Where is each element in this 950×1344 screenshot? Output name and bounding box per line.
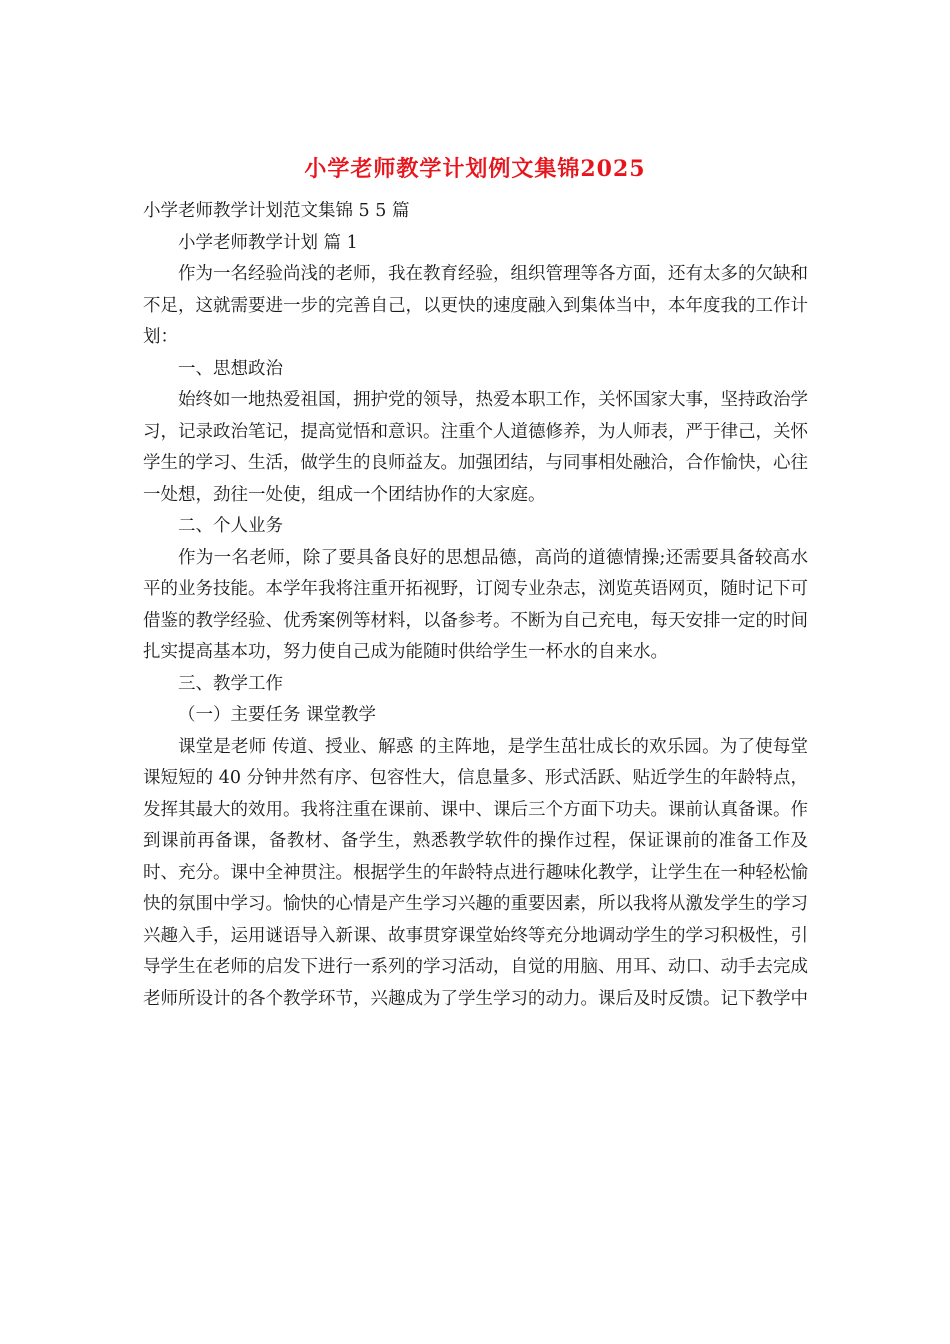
paragraph: 作为一名经验尚浅的老师，我在教育经验，组织管理等各方面，还有太多的欠缺和不足，这就需要进一步的完善自己，以更快的速度融入到集体当中，本年度我的工作计划： — [143, 264, 808, 347]
paragraph: 始终如一地热爱祖国，拥护党的领导，热爱本职工作，关怀国家大事，坚持政治学习，记录政治笔记，提高觉悟和意识。注重个人道德修养，为人师表，严于律己，关怀学生的学习、生活，做学生的良师益友。加强团结，与同事相处融洽，合作愉快，心往一处想，劲往一处使，组成一个团结协作的大家庭。 — [143, 390, 808, 505]
document-title: 小学老师教学计划例文集锦2025 — [304, 156, 646, 182]
document-body — [143, 196, 808, 1015]
subsection-heading: （一）主要任务 课堂教学 — [178, 705, 377, 725]
section-heading: 小学老师教学计划 篇 1 — [178, 232, 358, 253]
section-heading: 一、思想政治 — [178, 358, 283, 379]
document-subtitle: 小学老师教学计划范文集锦 5 5 篇 — [143, 201, 410, 221]
paragraph: 课堂是老师 传道、授业、解惑 的主阵地，是学生茁壮成长的欢乐园。为了使每堂课短短的 40 分钟井然有序、包容性大，信息量多、形式活跃、贴近学生的年龄特点，发挥其最大的效用。我将注重在课前、课中、课后三个方面下功夫。课前认真备课。作到课前再备课，备教材、备学生，熟悉教学软件的操作过程，保证课前的准备工作及时、充分。课中全神贯注。根据学生的年龄特点进行趣味化教学，让学生在一种轻松愉快的氛围中学习。愉快的心情是产生学习兴趣的重要因素，所以我将从激发学生的学习兴趣入手，运用谜语导入新课、故事贯穿课堂始终等充分地调动学生的学习积极性，引导学生在老师的启发下进行一系列的学习活动，自觉的用脑、用耳、动口、动手去完成老师所设计的各个教学环节，兴趣成为了学生学习的动力。课后及时反馈。记下教学中 — [143, 736, 808, 1009]
section-heading: 二、个人业务 — [178, 516, 283, 536]
section-heading: 三、教学工作 — [178, 673, 283, 694]
paragraph: 作为一名老师，除了要具备良好的思想品德，高尚的道德情操;还需要具备较高水平的业务技能。本学年我将注重开拓视野，订阅专业杂志，浏览英语网页，随时记下可借鉴的教学经验、优秀案例等材料，以备参考。不断为自己充电，每天安排一定的时间扎实提高基本功，努力使自己成为能随时供给学生一杯水的自来水。 — [143, 547, 808, 662]
